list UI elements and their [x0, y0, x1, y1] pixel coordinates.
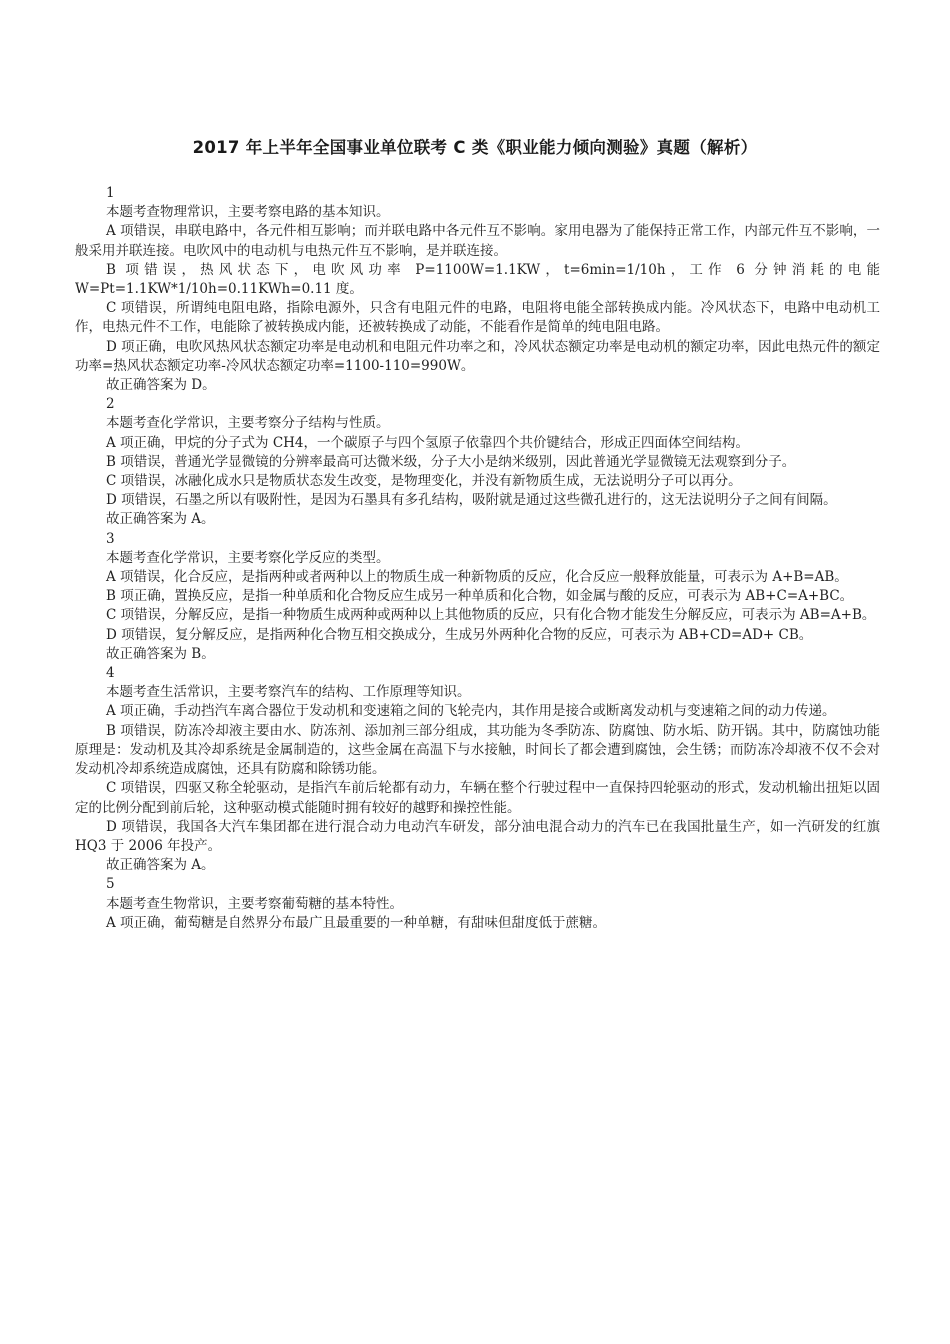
topic-paragraph: 本题考查生物常识，主要考察葡萄糖的基本特性。 [106, 895, 403, 912]
option-explanation: A 项错误，化合反应，是指两种或者两种以上的物质生成一种新物质的反应，化合反应一般释放能量，可表示为 A+B=AB。 [106, 569, 848, 586]
answer-line: 故正确答案为 A。 [106, 857, 215, 874]
answer-line: 故正确答案为 B。 [106, 645, 215, 662]
question-number: 2 [106, 396, 115, 413]
topic-paragraph: 本题考查化学常识，主要考察化学反应的类型。 [106, 549, 390, 566]
topic-paragraph: 本题考查化学常识，主要考察分子结构与性质。 [106, 415, 390, 432]
document-title: 2017 年上半年全国事业单位联考 C 类《职业能力倾向测验》真题（解析） [192, 138, 758, 157]
option-explanation: B 项错误，普通光学显微镜的分辨率最高可达微米级，分子大小是纳米级别，因此普通光学显微镜无法观察到分子。 [106, 453, 796, 470]
option-explanation: C 项错误，四驱又称全轮驱动，是指汽车前后轮都有动力，车辆在整个行驶过程中一直保持四轮驱动的形式，发动机输出扭矩以固定的比例分配到前后轮，这种驱动模式能随时拥有较好的越野和操控性能。 [75, 780, 880, 816]
option-explanation: A 项正确，手动挡汽车离合器位于发动机和变速箱之间的飞轮壳内，其作用是接合或断离发动机与变速箱之间的动力传递。 [106, 703, 836, 720]
option-explanation: C 项错误，分解反应，是指一种物质生成两种或两种以上其他物质的反应，只有化合物才能发生分解反应，可表示为 AB=A+B。 [106, 607, 876, 624]
option-explanation: B 项错误，热风状态下，电吹风功率 P=1100W=1.1KW，t=6min=1/10h，工作 6 分钟消耗的电能 W=Pt=1.1KW*1/10h=0.11KWh=0.11 度。 [75, 261, 880, 298]
option-explanation: C 项错误，冰融化成水只是物质状态发生改变，是物理变化，并没有新物质生成，无法说明分子可以再分。 [106, 473, 742, 490]
option-explanation: D 项错误，石墨之所以有吸附性，是因为石墨具有多孔结构，吸附就是通过这些微孔进行的，这无法说明分子之间有间隔。 [106, 492, 837, 509]
option-explanation: D 项正确，电吹风热风状态额定功率是电动机和电阻元件功率之和，冷风状态额定功率是电动机的额定功率，因此电热元件的额定功率=热风状态额定功率-冷风状态额定功率=1100-110=990W。 [75, 338, 880, 374]
option-explanation: D 项错误，复分解反应，是指两种化合物互相交换成分，生成另外两种化合物的反应，可表示为 AB+CD=AD+ CB。 [106, 626, 813, 643]
topic-paragraph: 本题考查生活常识，主要考察汽车的结构、工作原理等知识。 [106, 684, 471, 701]
question-number: 3 [106, 530, 115, 547]
option-explanation: B 项正确，置换反应，是指一种单质和化合物反应生成另一种单质和化合物，如金属与酸的反应，可表示为 AB+C=A+BC。 [106, 588, 854, 605]
option-explanation: A 项正确，甲烷的分子式为 CH4，一个碳原子与四个氢原子依靠四个共价键结合，形成正四面体空间结构。 [106, 434, 750, 451]
question-number: 4 [106, 665, 115, 682]
option-explanation: A 项正确，葡萄糖是自然界分布最广且最重要的一种单糖，有甜味但甜度低于蔗糖。 [106, 914, 607, 931]
option-explanation: D 项错误，我国各大汽车集团都在进行混合动力电动汽车研发，部分油电混合动力的汽车已在我国批量生产，如一汽研发的红旗 HQ3 于 2006 年投产。 [75, 818, 880, 854]
answer-line: 故正确答案为 A。 [106, 511, 215, 528]
question-number: 5 [106, 876, 115, 893]
question-number: 1 [106, 185, 115, 201]
option-explanation: C 项错误，所谓纯电阻电路，指除电源外，只含有电阻元件的电路，电阻将电能全部转换成内能。冷风状态下，电路中电动机工作，电热元件不工作，电能除了被转换成内能，还被转换成了动能，不能看作是简单的纯电阻电路。 [75, 300, 880, 336]
document-body [75, 184, 880, 933]
option-explanation: A 项错误，串联电路中，各元件相互影响；而并联电路中各元件互不影响。家用电器为了能保持正常工作，内部元件互不影响，一般采用并联连接。电吹风中的电动机与电热元件互不影响，是并联连接。 [75, 223, 880, 259]
option-explanation: B 项错误，防冻冷却液主要由水、防冻剂、添加剂三部分组成，其功能为冬季防冻、防腐蚀、防水垢、防开锅。其中，防腐蚀功能原理是：发动机及其冷却系统是金属制造的，这些金属在高温下与水接触，时间长了都会遭到腐蚀，会生锈；而防冻冷却液不仅不会对发动机冷却系统造成腐蚀，还具有防腐和除锈功能。 [75, 722, 880, 778]
topic-paragraph: 本题考查物理常识，主要考察电路的基本知识。 [106, 204, 390, 221]
answer-line: 故正确答案为 D。 [106, 377, 216, 394]
